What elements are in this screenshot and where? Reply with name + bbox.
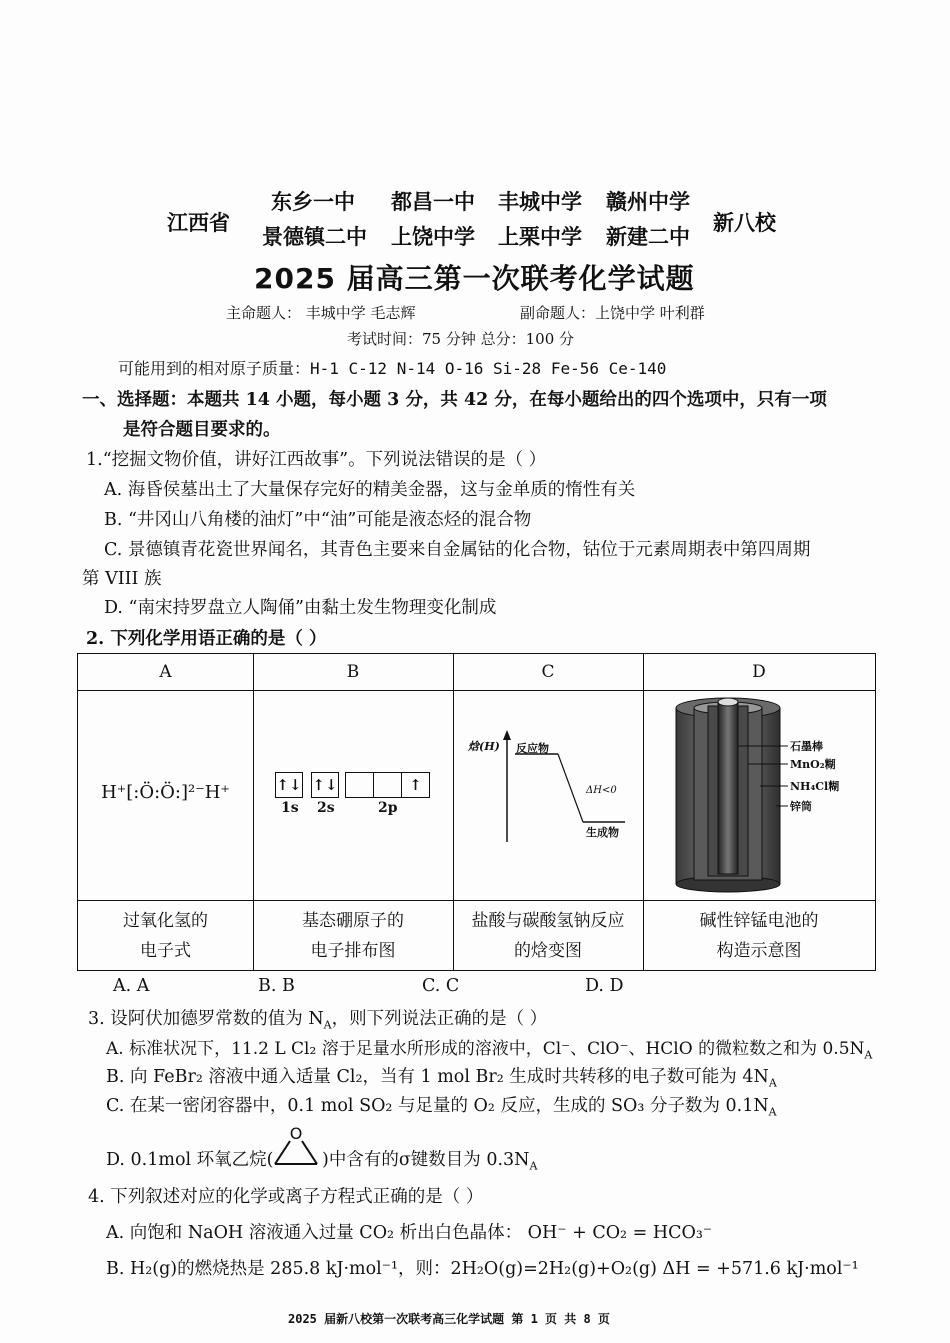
col-b-header: B: [346, 662, 360, 682]
school-8: 新建二中: [606, 225, 690, 249]
caption-b: 基态硼原子的 电子排布图: [302, 911, 404, 961]
q1-option-a: A. 海昏侯墓出土了大量保存完好的精美金器，这与金单质的惰性有关: [104, 480, 636, 500]
exam-title: 2025 届高三第一次联考化学试题: [254, 262, 695, 295]
section-heading-cont: 是符合题目要求的。: [123, 420, 281, 440]
caption-a: 过氧化氢的 电子式: [123, 911, 208, 961]
col-a-header: A: [159, 662, 172, 682]
q1-option-b: B. “井冈山八角楼的油灯”中“油”可能是液态烃的混合物: [104, 510, 532, 530]
province-label: 江西省: [167, 211, 230, 235]
q1-option-d: D. “南宋持罗盘立人陶俑”由黏土发生物理变化制成: [104, 598, 497, 618]
zinc-can-label: 锌筒: [790, 800, 812, 813]
chief-author: 主命题人： 丰城中学 毛志辉: [226, 304, 416, 322]
atomic-masses: 可能用到的相对原子质量：H-1 C-12 N-14 O-16 Si-28 Fe-56 Ce-140: [118, 359, 667, 378]
alliance-label: 新八校: [713, 211, 776, 235]
school-6: 上饶中学: [391, 225, 475, 249]
q1-option-c: C. 景德镇青花瓷世界闻名，其青色主要来自金属钴的化合物，钴位于元素周期表中第四周期: [104, 540, 811, 560]
label-2s: 2s: [317, 800, 335, 816]
q3-stem: 3. 设阿伏加德罗常数的值为 $N_A$，则下列说法正确的是（ ）: [88, 1009, 548, 1032]
page-footer: 2025 届新八校第一次联考高三化学试题 第 1 页 共 8 页: [288, 1312, 610, 1326]
q1-stem: 1.“挖掘文物价值，讲好江西故事”。下列说法错误的是（ ）: [86, 450, 547, 470]
q2-stem: 2. 下列化学用语正确的是（ ）: [86, 629, 327, 649]
enthalpy-y-label: 焓(H): [468, 740, 500, 753]
q3-option-d-post: )中含有的σ键数目为 $0.3N_A$: [322, 1150, 538, 1173]
ring-oxygen-label: O: [289, 1124, 303, 1143]
orbital-1s: ↑↓: [275, 772, 303, 798]
mno2-label: MnO₂糊: [790, 758, 836, 771]
orbital-2p-1: [345, 772, 374, 798]
h2o2-electron-formula: H⁺[:Ö:Ö:]²⁻H⁺: [101, 782, 230, 803]
q3-option-b: B. 向 FeBr₂ 溶液中通入适量 Cl₂，当有 1 mol Br₂ 生成时共转移的电子数可能为 $4N_A$: [106, 1067, 777, 1090]
q2-option-b: B. B: [258, 976, 295, 996]
label-2p: 2p: [378, 800, 398, 816]
q1-option-c-cont: 第 VIII 族: [82, 569, 162, 589]
caption-d: 碱性锌锰电池的 构造示意图: [699, 911, 819, 961]
school-3: 丰城中学: [498, 190, 582, 214]
q4-stem: 4. 下列叙述对应的化学或离子方程式正确的是（ ）: [88, 1187, 484, 1207]
q4-option-a: A. 向饱和 NaOH 溶液通入过量 CO₂ 析出白色晶体： OH⁻ + CO₂ = HCO₃⁻: [106, 1223, 713, 1243]
school-1: 东乡一中: [271, 190, 355, 214]
orbital-2p-2: [373, 772, 402, 798]
orbital-diagram: [275, 772, 435, 822]
deputy-author: 副命题人：上饶中学 叶利群: [520, 304, 705, 322]
q3-option-d-pre: D. 0.1mol 环氧乙烷(: [106, 1150, 274, 1170]
q2-option-d: D. D: [585, 976, 624, 996]
col-d-header: D: [752, 662, 766, 682]
orbital-2p-3: ↑: [401, 772, 430, 798]
reactant-label: 反应物: [516, 742, 549, 755]
battery-diagram: [668, 694, 788, 894]
delta-h-label: ΔH<0: [586, 785, 617, 796]
orbital-2s: ↑↓: [311, 772, 339, 798]
q2-option-c: C. C: [422, 976, 460, 996]
q2-option-a: A. A: [113, 976, 150, 996]
school-7: 上栗中学: [498, 225, 582, 249]
col-c-header: C: [541, 662, 555, 682]
section-heading: 一、选择题：本题共 14 小题，每小题 3 分，共 42 分，在每小题给出的四个选项中，只有一项: [82, 390, 827, 410]
q3-option-a: A. 标准状况下，11.2 L Cl₂ 溶于足量水所形成的溶液中，Cl⁻、ClO⁻、HClO 的微粒数之和为 $0.5N_A$: [106, 1039, 873, 1062]
q3-option-c: C. 在某一密闭容器中，0.1 mol SO₂ 与足量的 O₂ 反应，生成的 SO₃ 分子数为 $0.1N_A$: [106, 1096, 777, 1119]
school-4: 赣州中学: [606, 190, 690, 214]
epoxide-ring-icon: [270, 1124, 322, 1170]
time-score: 考试时间：75 分钟 总分：100 分: [347, 330, 575, 348]
school-5: 景德镇二中: [262, 225, 367, 249]
q4-option-b: B. H₂(g)的燃烧热是 285.8 kJ·mol⁻¹，则：2H₂O(g)=2H₂(g)+O₂(g) ΔH = +571.6 kJ·mol⁻¹: [106, 1259, 859, 1279]
label-1s: 1s: [281, 800, 299, 816]
school-2: 都昌一中: [391, 190, 475, 214]
caption-c: 盐酸与碳酸氢钠反应 的焓变图: [471, 911, 625, 961]
product-label: 生成物: [586, 826, 619, 839]
q2-table: [77, 653, 876, 971]
nh4cl-label: NH₄Cl糊: [790, 780, 840, 793]
graphite-rod-label: 石墨棒: [790, 740, 823, 753]
